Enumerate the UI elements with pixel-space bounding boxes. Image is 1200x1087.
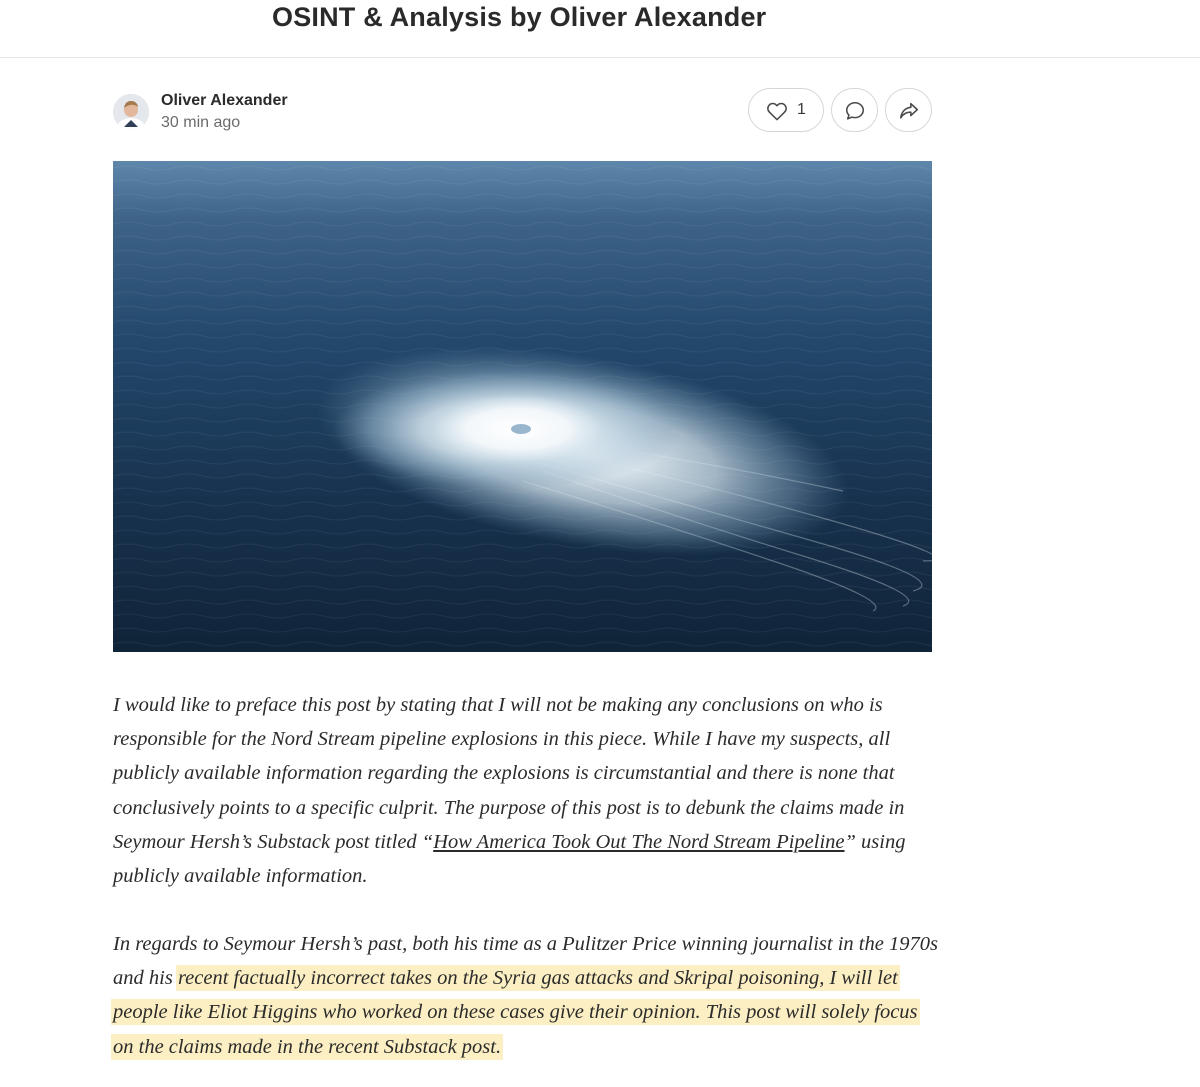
hero-image[interactable] xyxy=(113,161,932,652)
publication-header xyxy=(0,0,1200,58)
like-count: 1 xyxy=(797,101,806,118)
article-paragraph-2 xyxy=(113,927,938,1064)
sea-gas-leak-photo xyxy=(113,161,932,652)
publication-title[interactable]: OSINT & Analysis by Oliver Alexander xyxy=(272,2,767,32)
share-button[interactable] xyxy=(885,88,932,132)
hersh-article-link[interactable]: How America Took Out The Nord Stream Pipeline xyxy=(433,830,845,853)
paragraph-1-text: I would like to preface this post by stating that I will not be making any conclusions on who is responsible for the Nord Stream pipeline explosions in this piece. While I have my suspects, all publicly available information regarding the explosions is circumstantial and there is none that conclusively points to a specific culprit. The purpose of this post is to debunk the claims made in Seymour Hersh’s Substack post titled “ xyxy=(113,694,905,853)
heart-icon xyxy=(766,101,788,121)
post-timestamp: 30 min ago xyxy=(161,114,241,131)
comment-bubble-icon xyxy=(844,100,866,122)
author-name[interactable]: Oliver Alexander xyxy=(161,92,288,109)
share-arrow-icon xyxy=(898,100,920,122)
article-paragraph-1 xyxy=(113,688,938,893)
like-button[interactable] xyxy=(748,88,824,132)
comment-button[interactable] xyxy=(831,88,878,132)
author-avatar[interactable] xyxy=(113,94,149,130)
highlighted-text[interactable]: recent factually incorrect takes on the Syria gas attacks and Skripal poisoning, I will let people like Eliot Higgins who worked on these cases give their opinion. This post will solely focus on the claims made in the recent Substack post. xyxy=(113,967,918,1058)
paragraph-1-text-end: ” using publicly available information. xyxy=(113,830,906,888)
paragraph-2-text: In regards to Seymour Hersh’s past, both his time as a Pulitzer Price winning journalist in the 1970s and his xyxy=(113,933,938,990)
